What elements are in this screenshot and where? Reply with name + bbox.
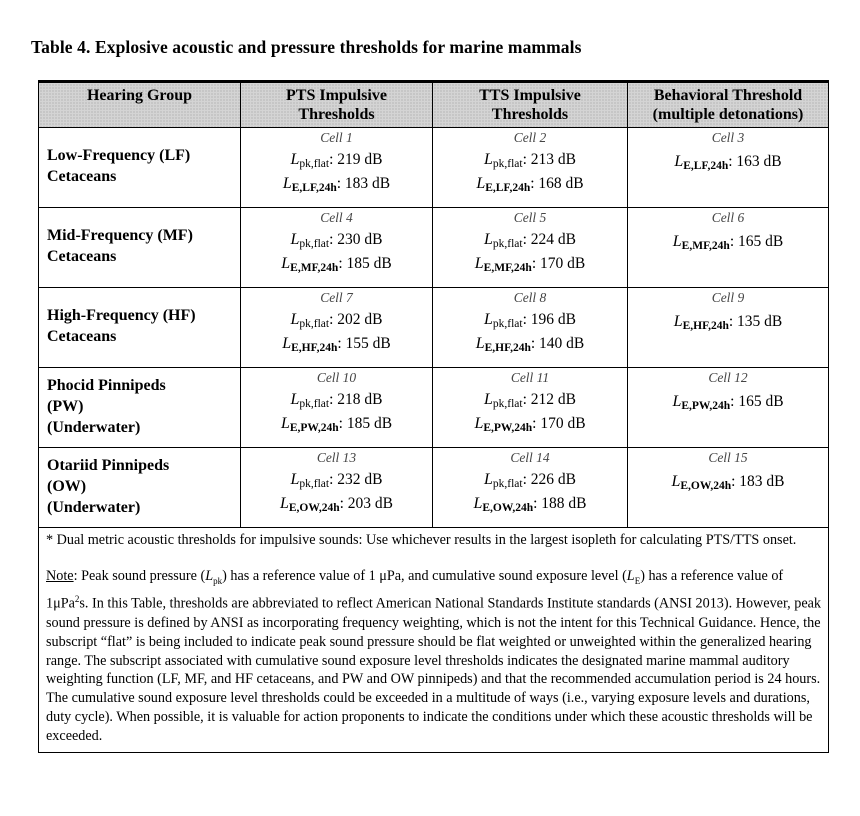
- exposure-level-threshold: $L_{E,MF,24h}$: 170 dB: [474, 255, 586, 274]
- hearing-group-line: Cetaceans: [47, 328, 117, 345]
- hearing-group-cell: [39, 288, 241, 368]
- table-row: [39, 448, 829, 528]
- hearing-group-line: Low-Frequency (LF): [47, 147, 191, 164]
- exposure-level-threshold: $L_{E,HF,24h}$: 135 dB: [673, 313, 783, 332]
- hearing-group-line: (PW): [47, 397, 84, 415]
- cell-number: Cell 6: [711, 210, 745, 225]
- pts-threshold-cell: [241, 448, 433, 528]
- cell-number: Cell 9: [711, 290, 745, 305]
- hearing-group-line: (Underwater): [47, 498, 141, 516]
- note-paragraph: Note: Peak sound pressure $(L_{pk})$ has a reference value of 1 μPa, and cumulative sound exposure level $(L_E)$ has a reference value of 1μPa$^2$s. In this Table, thresholds are abbreviated to reflect American National Standards Institute standards (ANSI 2013). However, peak sound pressure is defined by ANSI as incorporating frequency weighting, which is not the intent for this Technical Guidance. Hence, the subscript “flat” is being included to indicate peak sound pressure should be flat weighted or unweighted within the generalized hearing range. The subscript associated with cumulative sound exposure level thresholds indicates the designated marine mammal auditory weighting function (LF, MF, and HF cetaceans, and PW and OW pinnipeds) and that the recommended accumulation period is 24 hours. The cumulative sound exposure level thresholds could be exceeded in a multitude of ways (i.e., varying exposure levels and durations, duty cycle). When possible, it is valuable for action proponents to indicate the conditions under which these acoustic thresholds will be exceeded.: [46, 567, 822, 744]
- beh-threshold-cell: [628, 128, 829, 208]
- exposure-level-threshold: $L_{E,HF,24h}$: 155 dB: [282, 335, 391, 354]
- header-row: [39, 82, 829, 128]
- header-hearing-group: Hearing Group: [39, 82, 241, 128]
- header-tts: TTS Impulsive Thresholds: [433, 82, 628, 128]
- cell-number: Cell 14: [510, 450, 550, 465]
- hearing-group-line: High-Frequency (HF): [47, 307, 196, 324]
- tts-threshold-cell: [433, 448, 628, 528]
- tts-threshold-cell: [433, 208, 628, 288]
- exposure-level-threshold: $L_{E,MF,24h}$: 165 dB: [672, 233, 784, 252]
- pts-threshold-cell: [241, 208, 433, 288]
- table-row: [39, 208, 829, 288]
- beh-threshold-cell: [628, 448, 829, 528]
- exposure-level-threshold: $L_{E,PW,24h}$: 165 dB: [672, 393, 784, 412]
- peak-pressure-threshold: $L_{pk,flat}$: 230 dB: [290, 231, 383, 250]
- peak-pressure-threshold: $L_{pk,flat}$: 219 dB: [290, 151, 383, 170]
- hearing-group-line: (Underwater): [47, 418, 141, 436]
- exposure-level-threshold: $L_{E,OW,24h}$: 188 dB: [473, 495, 587, 514]
- exposure-level-threshold: $L_{E,LF,24h}$: 163 dB: [674, 153, 782, 172]
- pts-threshold-cell: [241, 288, 433, 368]
- header-behavioral: Behavioral Threshold (multiple detonations): [628, 82, 829, 128]
- footnote: * Dual metric acoustic thresholds for impulsive sounds: Use whichever results in the largest isopleth for calculating PTS/TTS onset.: [46, 532, 797, 548]
- peak-pressure-threshold: $L_{pk,flat}$: 213 dB: [483, 151, 576, 170]
- tts-threshold-cell: [433, 288, 628, 368]
- exposure-level-threshold: $L_{E,LF,24h}$: 183 dB: [282, 175, 391, 194]
- cell-number: Cell 1: [320, 130, 353, 145]
- beh-threshold-cell: [628, 288, 829, 368]
- hearing-group-cell: [39, 128, 241, 208]
- tts-threshold-cell: [433, 368, 628, 448]
- cell-number: Cell 8: [513, 290, 547, 305]
- table-row: [39, 288, 829, 368]
- exposure-level-threshold: $L_{E,LF,24h}$: 168 dB: [476, 175, 584, 194]
- cell-number: Cell 15: [708, 450, 748, 465]
- hearing-group-cell: [39, 208, 241, 288]
- beh-threshold-cell: [628, 368, 829, 448]
- table-title: Table 4. Explosive acoustic and pressure thresholds for marine mammals: [31, 37, 582, 57]
- notes-row: [39, 528, 829, 753]
- peak-pressure-threshold: $L_{pk,flat}$: 212 dB: [483, 391, 576, 410]
- peak-pressure-threshold: $L_{pk,flat}$: 232 dB: [290, 471, 383, 490]
- exposure-level-threshold: $L_{E,MF,24h}$: 185 dB: [281, 255, 392, 274]
- peak-pressure-threshold: $L_{pk,flat}$: 226 dB: [483, 471, 576, 490]
- peak-pressure-threshold: $L_{pk,flat}$: 202 dB: [290, 311, 383, 330]
- beh-threshold-cell: [628, 208, 829, 288]
- hearing-group-cell: [39, 448, 241, 528]
- cell-number: Cell 4: [320, 210, 353, 225]
- pts-threshold-cell: [241, 128, 433, 208]
- header-pts: PTS Impulsive Thresholds: [241, 82, 433, 128]
- hearing-group-line: Cetaceans: [47, 168, 117, 185]
- peak-pressure-threshold: $L_{pk,flat}$: 196 dB: [483, 311, 576, 330]
- table-row: [39, 368, 829, 448]
- cell-number: Cell 3: [711, 130, 745, 145]
- cell-number: Cell 2: [513, 130, 547, 145]
- cell-number: Cell 10: [316, 370, 357, 385]
- tts-threshold-cell: [433, 128, 628, 208]
- notes-cell: [39, 528, 829, 753]
- peak-pressure-threshold: $L_{pk,flat}$: 218 dB: [290, 391, 383, 410]
- hearing-group-line: Phocid Pinnipeds: [47, 376, 166, 394]
- table-row: [39, 128, 829, 208]
- hearing-group-line: Otariid Pinnipeds: [47, 456, 170, 474]
- exposure-level-threshold: $L_{E,HF,24h}$: 140 dB: [475, 335, 585, 354]
- thresholds-table: [38, 80, 829, 753]
- cell-number: Cell 11: [510, 370, 550, 385]
- hearing-group-line: Cetaceans: [47, 248, 117, 265]
- exposure-level-threshold: $L_{E,OW,24h}$: 183 dB: [671, 473, 785, 492]
- exposure-level-threshold: $L_{E,PW,24h}$: 185 dB: [280, 415, 393, 434]
- cell-number: Cell 7: [320, 290, 353, 305]
- hearing-group-line: Mid-Frequency (MF): [47, 227, 193, 244]
- cell-number: Cell 13: [316, 450, 357, 465]
- pts-threshold-cell: [241, 368, 433, 448]
- cell-number: Cell 5: [513, 210, 547, 225]
- exposure-level-threshold: $L_{E,OW,24h}$: 203 dB: [279, 495, 394, 514]
- cell-number: Cell 12: [708, 370, 748, 385]
- hearing-group-cell: [39, 368, 241, 448]
- peak-pressure-threshold: $L_{pk,flat}$: 224 dB: [483, 231, 576, 250]
- exposure-level-threshold: $L_{E,PW,24h}$: 170 dB: [474, 415, 586, 434]
- hearing-group-line: (OW): [47, 477, 87, 495]
